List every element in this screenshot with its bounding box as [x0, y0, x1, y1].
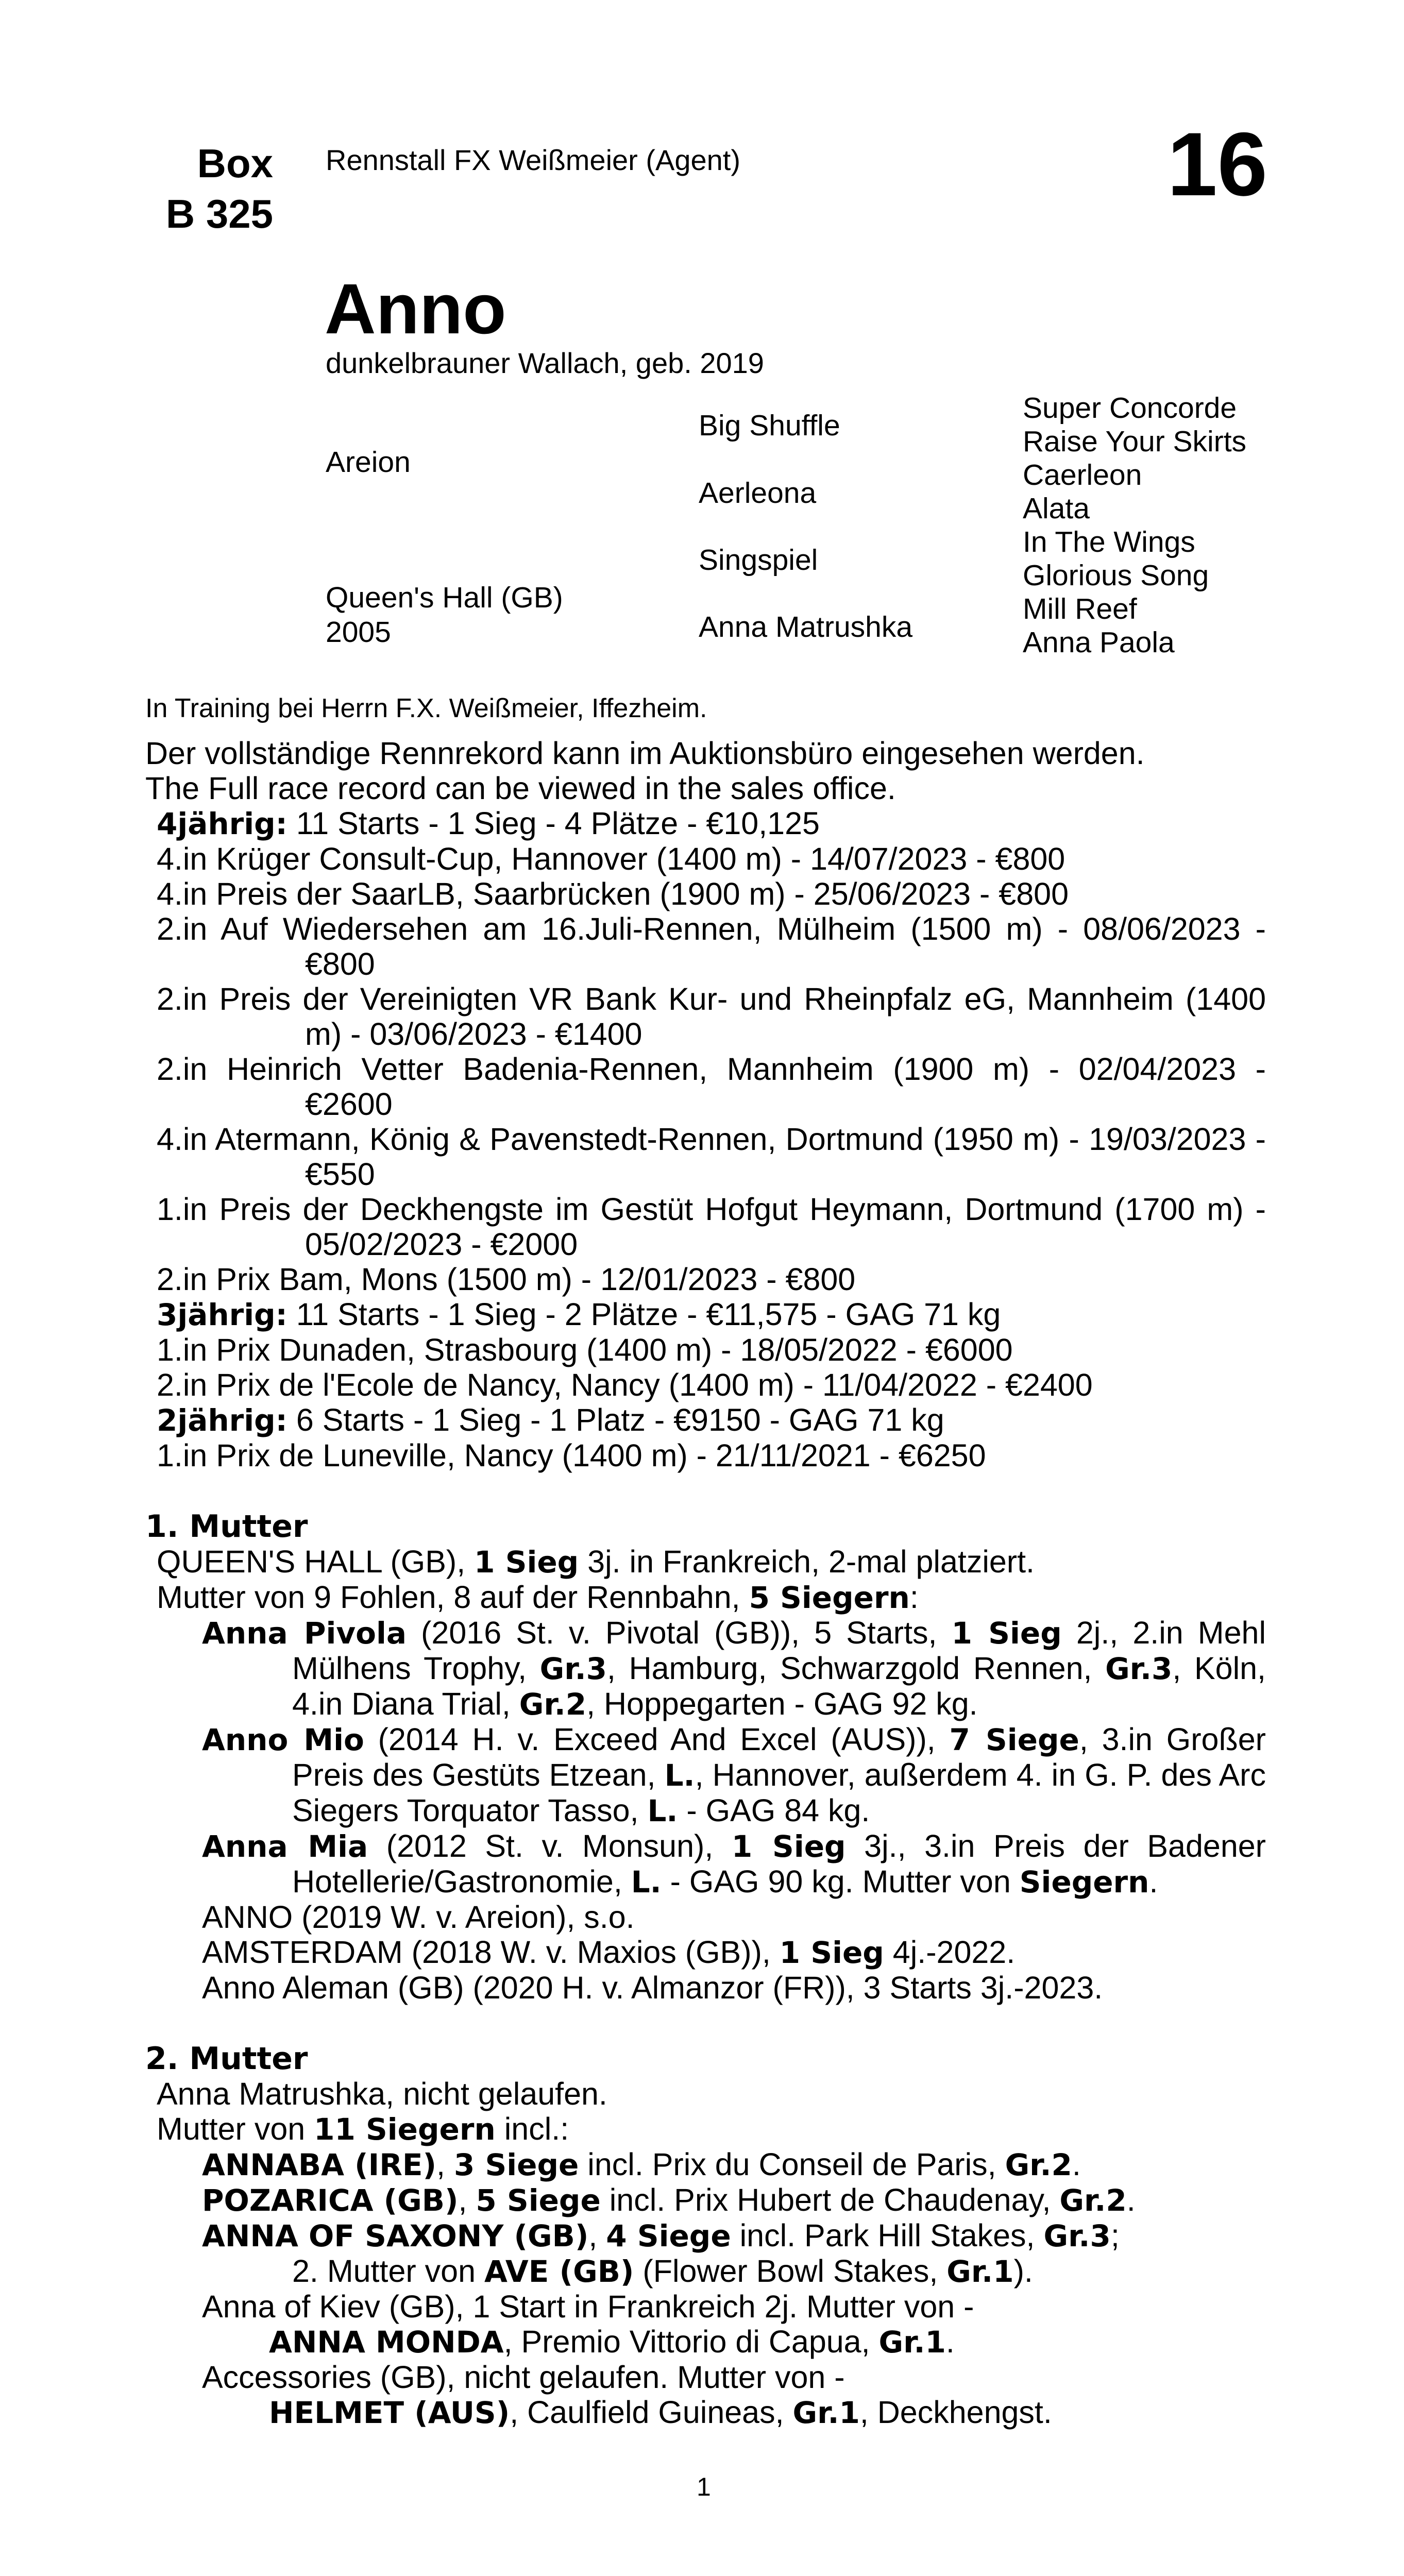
pedigree-gen3: Caerleon [1023, 459, 1142, 492]
dam1-line: Mutter von 9 Fohlen, 8 auf der Rennbahn, 5 Siegern: [157, 1580, 919, 1615]
dam2-line: Mutter von 11 Siegern incl.: [157, 2111, 569, 2147]
pedigree-gen3: Glorious Song [1023, 559, 1209, 592]
race-entry: 4.in Preis der SaarLB, Saarbrücken (1900 m) - 25/06/2023 - €800 [157, 876, 1069, 911]
lot-number: 16 [1167, 114, 1267, 215]
pedigree-gen3: Super Concorde [1023, 392, 1237, 425]
box-title: Box [197, 141, 273, 186]
race-entry: 4.in Krüger Consult-Cup, Hannover (1400 m) - 14/07/2023 - €800 [157, 841, 1065, 876]
page-number: 1 [697, 2472, 711, 2501]
box-label [139, 138, 273, 239]
race-entry: 2.in Heinrich Vetter Badenia-Rennen, Mannheim (1900 m) - 02/04/2023 - €2600 [157, 1052, 1266, 1122]
offspring-entry: ANNO (2019 W. v. Areion), s.o. [202, 1900, 635, 1935]
winner-entry: 2. Mutter von AVE (GB) (Flower Bowl Stakes, Gr.1). [292, 2253, 1033, 2289]
dam2-line: Anna Matrushka, nicht gelaufen. [157, 2076, 607, 2111]
race-entry: 2.in Preis der Vereinigten VR Bank Kur- und Rheinpfalz eG, Mannheim (1400 m) - 03/06/2023 - €1400 [157, 981, 1266, 1052]
year-summary-3: 3jährig: 11 Starts - 1 Sieg - 2 Plätze - €11,575 - GAG 71 kg [157, 1297, 1001, 1332]
pedigree-gen3: Raise Your Skirts [1023, 425, 1247, 458]
box-number: B 325 [165, 191, 273, 236]
pedigree-gen3: Alata [1023, 492, 1090, 525]
offspring-entry: AMSTERDAM (2018 W. v. Maxios (GB)), 1 Sieg 4j.-2022. [202, 1935, 1016, 1970]
winner-entry: POZARICA (GB), 5 Siege incl. Prix Hubert de Chaudenay, Gr.2. [202, 2182, 1136, 2218]
pedigree-gen3: In The Wings [1023, 526, 1195, 558]
horse-name: Anno [325, 269, 506, 349]
pedigree-gen3: Mill Reef [1023, 592, 1137, 625]
record-note-de: Der vollständige Rennrekord kann im Auktionsbüro eingesehen werden. [145, 736, 1145, 771]
winner-entry: Anna of Kiev (GB), 1 Start in Frankreich 2j. Mutter von - [202, 2289, 974, 2324]
year-summary-2: 2jährig: 6 Starts - 1 Sieg - 1 Platz - €9150 - GAG 71 kg [157, 1402, 944, 1438]
horse-description: dunkelbrauner Wallach, geb. 2019 [326, 347, 764, 379]
training-note: In Training bei Herrn F.X. Weißmeier, Iffezheim. [145, 693, 707, 723]
offspring-entry: Anno Mio (2014 H. v. Exceed And Excel (AUS)), 7 Siege, 3.in Großer Preis des Gestüts Etzean, L., Hannover, außerdem 4. in G. P. des Arc Siegers Torquator Tasso, L. - GAG 84 kg. [202, 1722, 1266, 1828]
pedigree-gen2: Big Shuffle [699, 409, 840, 442]
race-record [145, 736, 1266, 2430]
winner-entry: ANNABA (IRE), 3 Siege incl. Prix du Conseil de Paris, Gr.2. [202, 2147, 1081, 2182]
pedigree-gen3: Anna Paola [1023, 626, 1175, 659]
race-entry: 1.in Prix Dunaden, Strasbourg (1400 m) - 18/05/2022 - €6000 [157, 1332, 1013, 1367]
pedigree-dam: Queen's Hall (GB) [326, 581, 563, 614]
race-entry: 2.in Prix Bam, Mons (1500 m) - 12/01/2023 - €800 [157, 1262, 856, 1297]
pedigree-gen2: Aerleona [699, 477, 817, 510]
race-entry: 1.in Preis der Deckhengste im Gestüt Hofgut Heymann, Dortmund (1700 m) - 05/02/2023 - €2000 [157, 1192, 1266, 1262]
dam2-heading: 2. Mutter [145, 2041, 308, 2077]
pedigree-gen2: Singspiel [699, 544, 818, 577]
offspring-entry: Anna Pivola (2016 St. v. Pivotal (GB)), 5 Starts, 1 Sieg 2j., 2.in Mehl Mülhens Trophy, Gr.3, Hamburg, Schwarzgold Rennen, Gr.3, Köln, 4.in Diana Trial, Gr.2, Hoppegarten - GAG 92 kg. [202, 1615, 1266, 1722]
record-note-en: The Full race record can be viewed in the sales office. [145, 771, 896, 806]
pedigree-gen2: Anna Matrushka [699, 611, 913, 643]
dam1-line: QUEEN'S HALL (GB), 1 Sieg 3j. in Frankreich, 2-mal platziert. [157, 1544, 1035, 1580]
race-entry: 4.in Atermann, König & Pavenstedt-Rennen, Dortmund (1950 m) - 19/03/2023 - €550 [157, 1122, 1266, 1192]
race-entry: 2.in Prix de l'Ecole de Nancy, Nancy (1400 m) - 11/04/2022 - €2400 [157, 1367, 1093, 1402]
offspring-entry: Anno Aleman (GB) (2020 H. v. Almanzor (FR)), 3 Starts 3j.-2023. [202, 1970, 1103, 2005]
winner-entry: HELMET (AUS), Caulfield Guineas, Gr.1, Deckhengst. [269, 2395, 1052, 2430]
year-summary-4: 4jährig: 11 Starts - 1 Sieg - 4 Plätze - €10,125 [157, 806, 820, 841]
race-entry: 1.in Prix de Luneville, Nancy (1400 m) - 21/11/2021 - €6250 [157, 1438, 986, 1473]
race-entry: 2.in Auf Wiedersehen am 16.Juli-Rennen, Mülheim (1500 m) - 08/06/2023 - €800 [157, 911, 1266, 981]
winner-entry: ANNA MONDA, Premio Vittorio di Capua, Gr.1. [269, 2324, 955, 2360]
winner-entry: Accessories (GB), nicht gelaufen. Mutter von - [202, 2360, 845, 2395]
offspring-entry: Anna Mia (2012 St. v. Monsun), 1 Sieg 3j., 3.in Preis der Badener Hotellerie/Gastronomie, L. - GAG 90 kg. Mutter von Siegern. [202, 1828, 1266, 1900]
pedigree-dam-year: 2005 [326, 616, 391, 649]
pedigree-sire: Areion [326, 446, 411, 479]
consignor: Rennstall FX Weißmeier (Agent) [326, 144, 740, 176]
winner-entry: ANNA OF SAXONY (GB), 4 Siege incl. Park Hill Stakes, Gr.3; [202, 2218, 1120, 2253]
dam1-heading: 1. Mutter [145, 1509, 308, 1545]
